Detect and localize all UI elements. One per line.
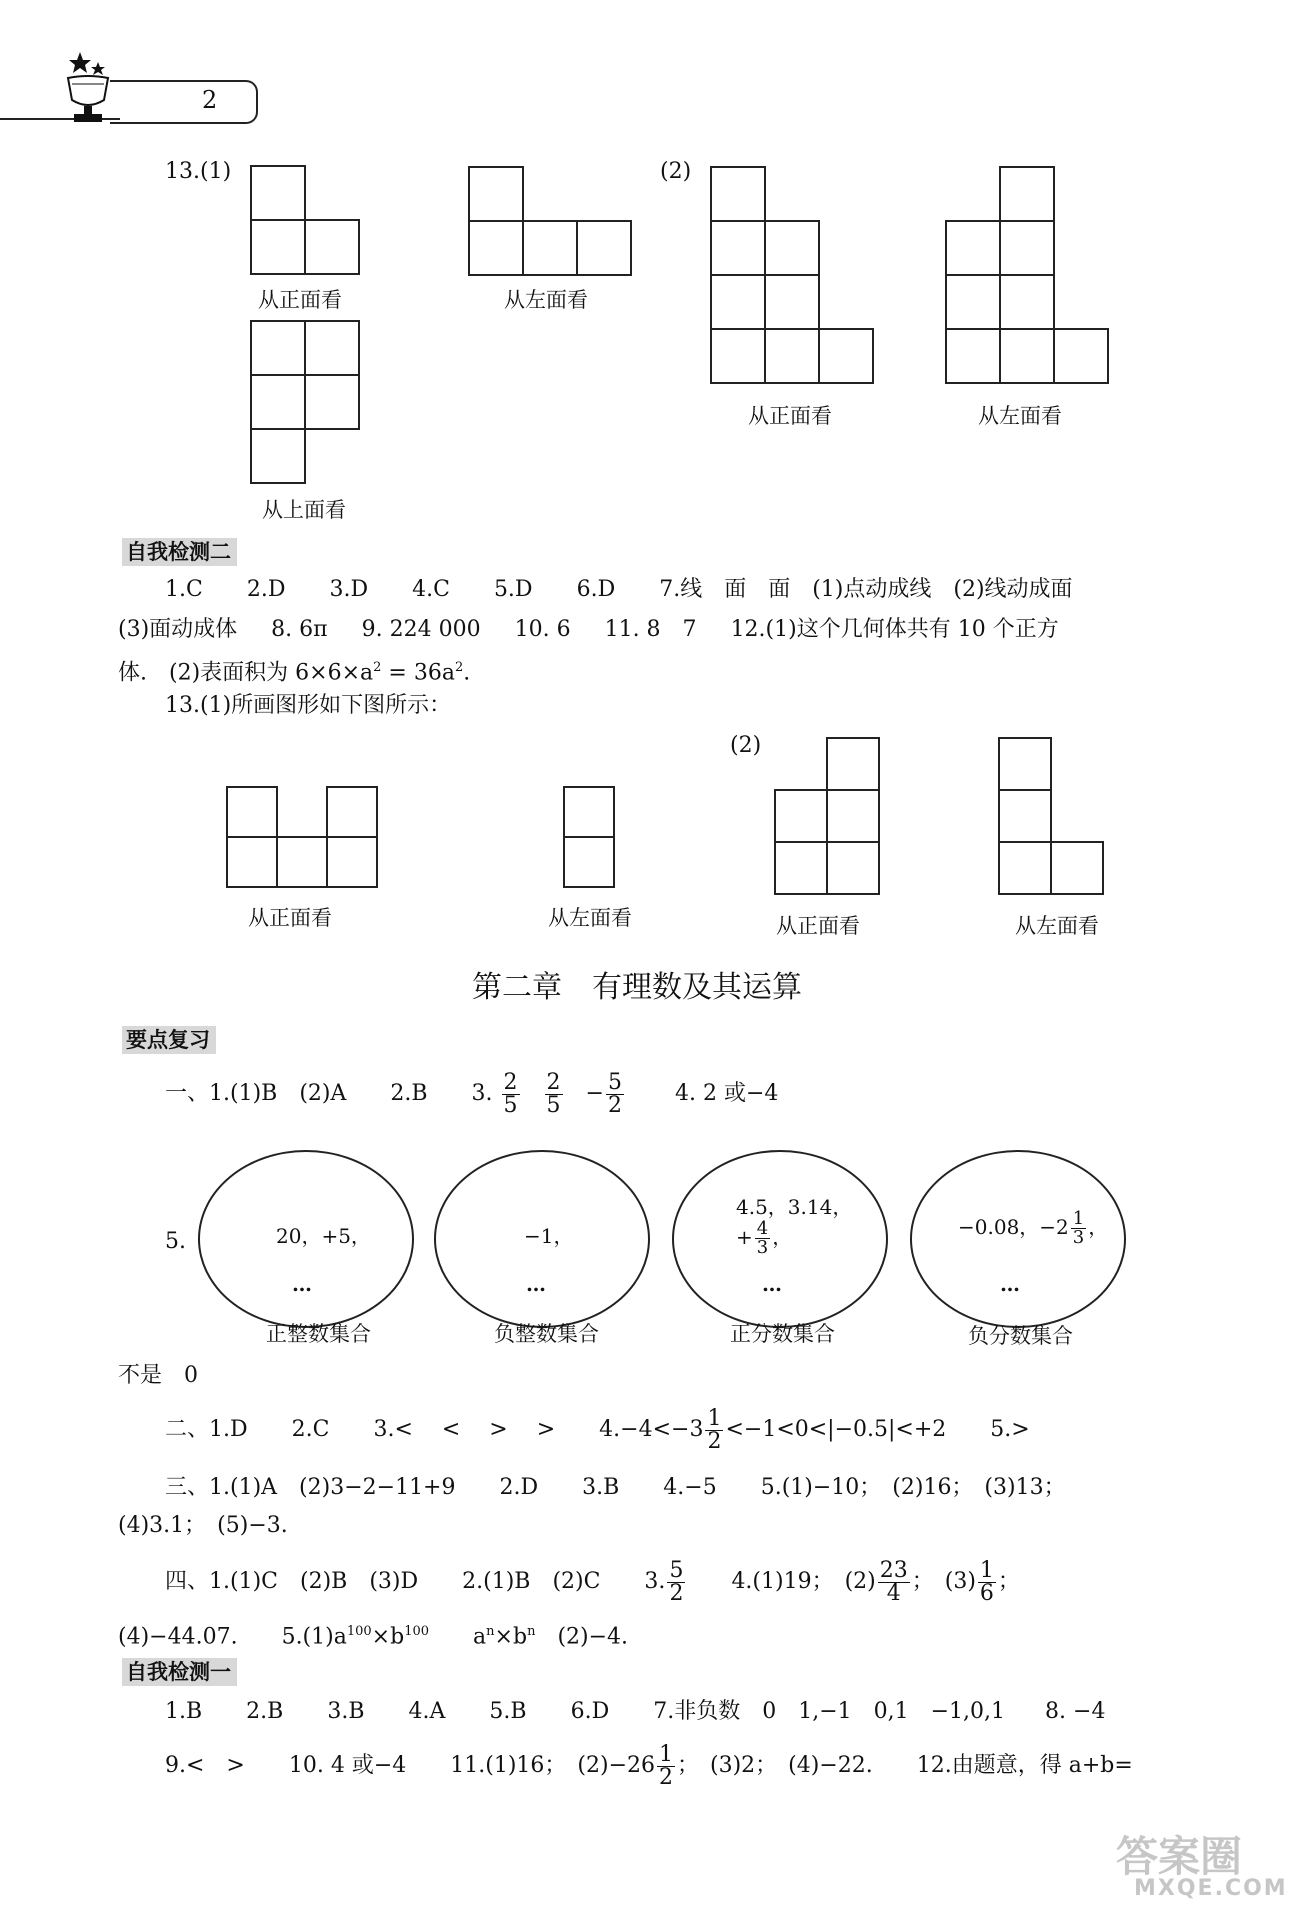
sc2-line4: 13.(1)所画图形如下图所示： [165,693,452,718]
q13-2-label: (2) [660,159,692,184]
positive-fraction-set-content: 4.5，3.14， + $\frac{4}{3}$ ， [736,1195,853,1258]
positive-integer-set-content: 20，+5， [276,1224,371,1248]
left-view-label-1: 从左面看 [504,288,588,312]
review-line5: 四、1.(1)C (2)B (3)D 2.(1)B (2)C 3. $\frac{5}{2}$ 4.(1)19； (2) $\frac{23}{4}$ ； (3) $\frac{1}{6}$ ； [165,1557,1020,1606]
sc1-line2: 9.< > 10. 4 或−4 11.(1)16； (2)−26 $\frac{1}{2}$ ； (3)2； (4)−22. 12.由题意，得 a+b= [165,1741,1133,1790]
positive-fraction-set-dots: … [762,1272,784,1296]
sc2-line3: 体. (2)表面积为 $6\times 6\times a^2 = 36a^2$. [118,660,471,686]
q13-1-label: 13.(1) [165,159,232,184]
front-view-label-1: 从正面看 [258,288,342,312]
self-check-2-title: 自我检测二 [122,538,237,566]
review-title: 要点复习 [122,1026,216,1054]
sc2-left-label-1: 从左面看 [548,906,632,930]
not-zero-answer: 不是 0 [118,1363,198,1388]
negative-integer-set-label: 负整数集合 [494,1322,599,1346]
header-bar [0,78,260,126]
positive-integer-set-dots: … [292,1272,314,1296]
positive-integer-set-label: 正整数集合 [266,1322,371,1346]
review-q5-label: 5. [165,1229,186,1254]
negative-fraction-set-label: 负分数集合 [968,1324,1073,1348]
chapter-title: 第二章 有理数及其运算 [472,970,802,1005]
sc2-left-label-2: 从左面看 [1015,914,1099,938]
page-number: 2 [202,86,218,114]
front-view-label-2: 从正面看 [748,404,832,428]
watermark-url: MXQE.COM [1134,1876,1288,1901]
header-tab [110,80,258,124]
watermark-text: 答案圈 [1116,1832,1243,1881]
negative-integer-set-content: −1， [524,1224,574,1248]
self-check-1-title: 自我检测一 [122,1658,237,1686]
negative-integer-set-dots: … [526,1272,548,1296]
trophy-icon [58,48,118,128]
sc2-q2-label: (2) [730,733,762,758]
sc2-line1: 1.C 2.D 3.D 4.C 5.D 6.D 7.线 面 面 (1)点动成线 (2)线动成面 [165,577,1073,602]
negative-fraction-set-dots: … [1000,1272,1022,1296]
review-line6: (4)−44.07. $5.(1)a^{100}\times b^{100}$ $a^n\times b^n$ (2)−4. [118,1624,629,1650]
sc2-line2: (3)面动成体 8. 6π 9. 224 000 10. 6 11. 8 7 12.(1)这个几何体共有 10 个正方 [118,617,1059,642]
sc2-front-label-2: 从正面看 [776,914,860,938]
positive-fraction-set-label: 正分数集合 [730,1322,835,1346]
left-view-label-2: 从左面看 [978,404,1062,428]
review-line2: 二、1.D 2.C 3.< < > > 4.−4<−3 $\frac{1}{2}$ <−1<0<|−0.5|<+2 5.> [165,1405,1030,1454]
review-line4: (4)3.1； (5)−3. [118,1513,288,1538]
review-line1: 一、1.(1)B (2)A 2.B 3. $\frac{2}{5}$ $\frac{2}{5}$ − $\frac{5}{2}$ 4. 2 或−4 [165,1069,779,1118]
sc2-front-label-1: 从正面看 [248,906,332,930]
review-line3: 三、1.(1)A (2)3−2−11+9 2.D 3.B 4.−5 5.(1)−10； (2)16； (3)13； [165,1475,1066,1500]
top-view-label-1: 从上面看 [262,498,346,522]
negative-fraction-set-content: −0.08，−2 $\frac{1}{3}$ ， [958,1208,1109,1248]
watermark-logo [1108,1824,1298,1908]
sc1-line1: 1.B 2.B 3.B 4.A 5.B 6.D 7.非负数 0 1,−1 0,1 −1,0,1 8. −4 [165,1699,1106,1724]
